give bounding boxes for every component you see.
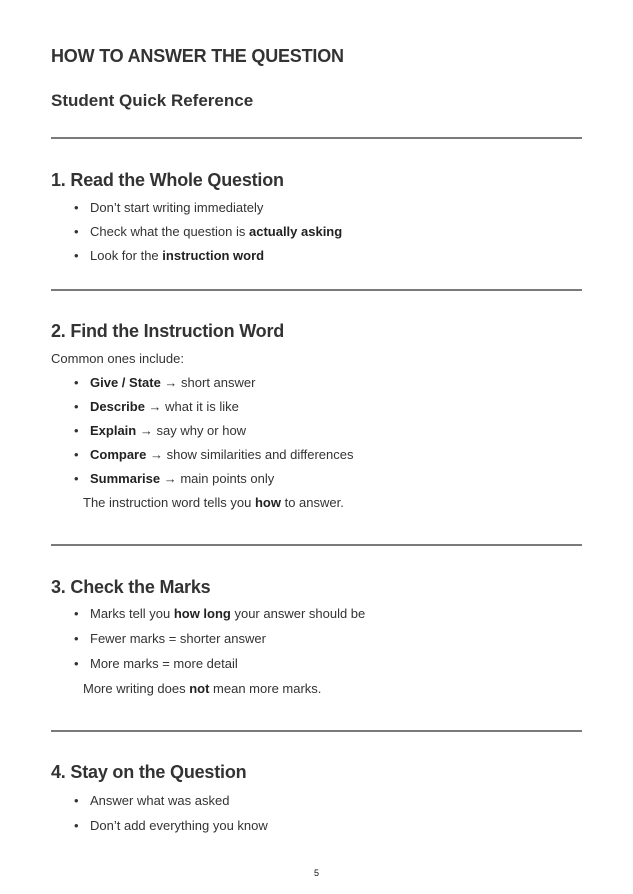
section-heading-instruction-word: 2. Find the Instruction Word — [51, 321, 285, 341]
bullet-icon: • — [74, 606, 79, 621]
bullet-icon: • — [74, 447, 79, 462]
page-title: HOW TO ANSWER THE QUESTION — [51, 46, 344, 66]
arrow-icon: → — [160, 375, 182, 390]
arrow-icon: → — [136, 423, 157, 438]
list-item: • Don’t start writing immediately — [74, 200, 264, 215]
bullet-icon: • — [74, 631, 79, 646]
arrow-icon: → — [146, 447, 167, 462]
list-item: • Answer what was asked — [74, 793, 230, 808]
bullet-icon: • — [74, 656, 79, 671]
section-note: The instruction word tells you how to answer. — [83, 495, 344, 510]
bullet-icon: • — [74, 471, 79, 486]
bullet-icon: • — [74, 818, 79, 833]
list-item: • Give / State → short answer — [74, 375, 256, 390]
divider — [51, 289, 582, 291]
bullet-icon: • — [74, 248, 79, 263]
list-item: • Check what the question is actually asking — [74, 224, 343, 239]
bullet-icon: • — [74, 200, 79, 215]
divider — [51, 730, 582, 732]
arrow-icon: → — [144, 399, 166, 414]
list-item: • Summarise → main points only — [74, 471, 275, 486]
bullet-icon: • — [74, 399, 79, 414]
list-item: • Fewer marks = shorter answer — [74, 631, 266, 646]
section-heading-check-marks: 3. Check the Marks — [51, 577, 211, 597]
section-heading-read-question: 1. Read the Whole Question — [51, 170, 284, 190]
section-note: More writing does not mean more marks. — [83, 681, 322, 696]
section-heading-stay-on-question: 4. Stay on the Question — [51, 762, 247, 782]
bullet-icon: • — [74, 375, 79, 390]
bullet-icon: • — [74, 793, 79, 808]
arrow-icon: → — [160, 471, 181, 486]
list-item: • Marks tell you how long your answer should be — [74, 606, 366, 621]
section-intro: Common ones include: — [51, 351, 184, 366]
divider — [51, 137, 582, 139]
list-item: • More marks = more detail — [74, 656, 238, 671]
divider — [51, 544, 582, 546]
list-item: • Look for the instruction word — [74, 248, 265, 263]
list-item: • Compare → show similarities and differences — [74, 447, 354, 462]
page-number: 5 — [313, 868, 319, 878]
list-item: • Describe → what it is like — [74, 399, 239, 414]
list-item: • Explain → say why or how — [74, 423, 247, 438]
page-subtitle: Student Quick Reference — [51, 91, 254, 110]
bullet-icon: • — [74, 423, 79, 438]
bullet-icon: • — [74, 224, 79, 239]
list-item: • Don’t add everything you know — [74, 818, 268, 833]
